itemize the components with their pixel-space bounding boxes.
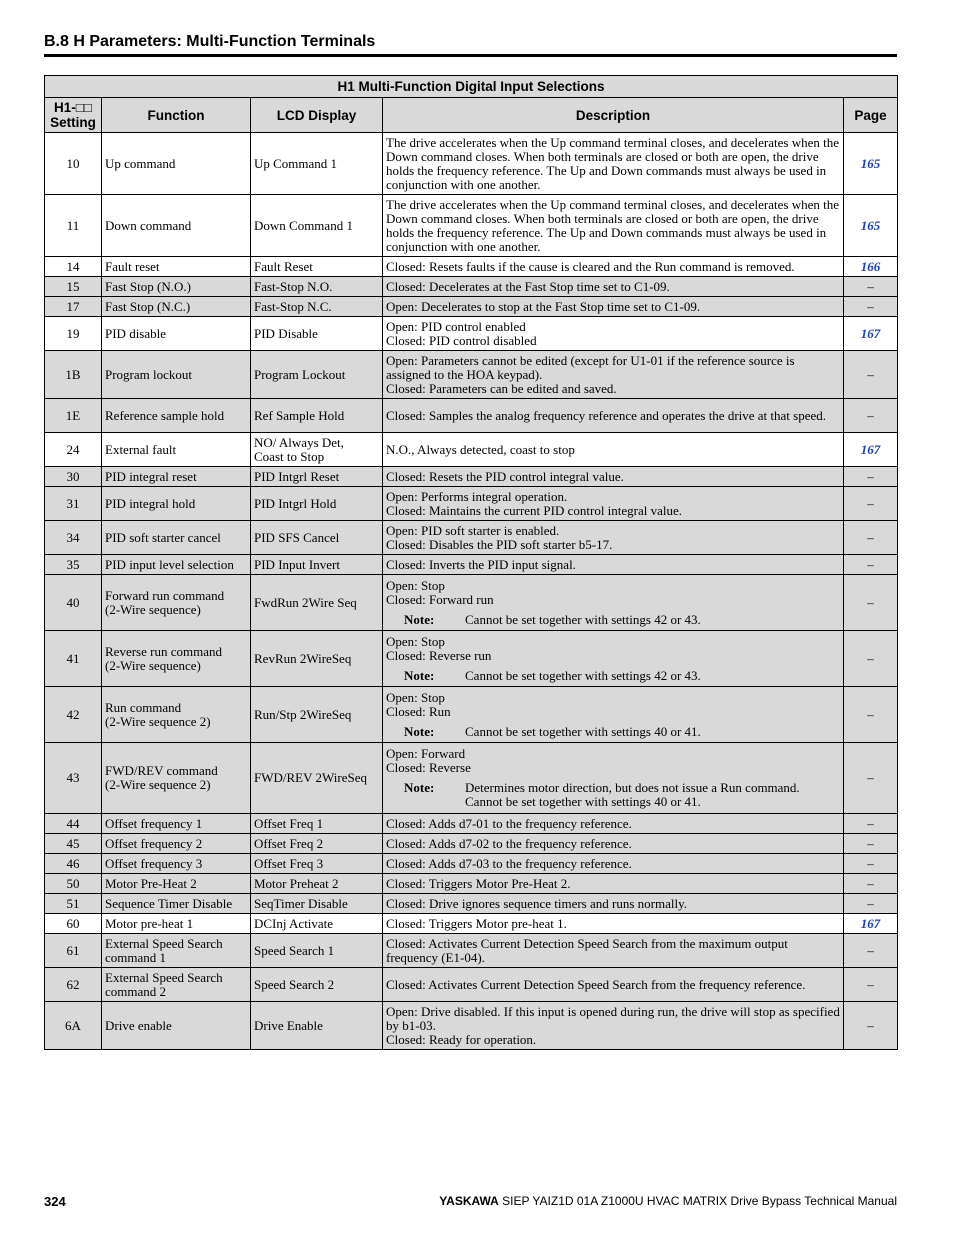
page-link[interactable]: 167 [844,914,898,934]
function-cell [102,195,251,257]
lcd-cell [251,467,383,487]
page-cell: – [844,934,898,968]
lcd-cell [251,433,383,467]
description-text: Closed: Adds d7-03 to the frequency reference. [386,855,632,871]
lcd-text: Offset Freq 1 [254,815,324,831]
lcd-text: Run/Stp 2WireSeq [254,706,352,722]
description-text: Closed: Run [386,703,451,719]
note-text: Cannot be set together with settings 42 or 43. [465,667,701,683]
page-cell: – [844,555,898,575]
function-text: Forward run command [105,587,225,603]
function-cell [102,575,251,631]
description-cell [383,968,844,1002]
description-text: Open: Decelerates to stop at the Fast Stop time set to C1-09. [386,298,701,314]
setting-cell: 41 [45,631,102,687]
lcd-text: FwdRun 2Wire Seq [254,594,357,610]
setting-cell: 14 [45,257,102,277]
setting-cell: 50 [45,874,102,894]
lcd-cell [251,521,383,555]
function-text: Offset frequency 3 [105,855,203,871]
column-header-lcd: LCD Display [251,98,383,133]
function-text: Up command [105,155,176,171]
table-row [45,257,898,277]
function-cell [102,914,251,934]
column-header-description: Description [383,98,844,133]
setting-header-line1: H1-□□ [53,100,93,115]
page-cell: – [844,687,898,743]
page-cell: – [844,874,898,894]
lcd-text: Speed Search 1 [254,942,335,958]
lcd-cell [251,687,383,743]
lcd-text: Offset Freq 2 [254,835,324,851]
page-cell: – [844,1002,898,1050]
description-text: Closed: Inverts the PID input signal. [386,556,576,572]
column-header-page: Page [844,98,898,133]
setting-cell: 17 [45,297,102,317]
function-cell [102,317,251,351]
description-text: Closed: Parameters can be edited and saved. [386,380,617,396]
setting-cell: 61 [45,934,102,968]
page-cell: – [844,814,898,834]
description-text: Closed: Disables the PID soft starter b5-17. [386,536,613,552]
lcd-text: Drive Enable [254,1017,323,1033]
description-text: Closed: Forward run [386,591,494,607]
lcd-text: Program Lockout [254,366,346,382]
lcd-text: PID Intgrl Reset [254,468,340,484]
table-row [45,133,898,195]
page-cell: – [844,399,898,433]
lcd-cell [251,277,383,297]
page-cell: – [844,894,898,914]
setting-cell: 60 [45,914,102,934]
lcd-text: Ref Sample Hold [254,407,345,423]
description-text: Closed: Resets the PID control integral value. [386,468,624,484]
column-header-function: Function [102,98,251,133]
table-row [45,687,898,743]
lcd-text: Coast to Stop [254,448,325,464]
function-text: Run command [105,699,182,715]
setting-cell: 24 [45,433,102,467]
function-cell [102,814,251,834]
table-row [45,555,898,575]
function-cell [102,433,251,467]
lcd-cell [251,133,383,195]
description-cell [383,257,844,277]
description-cell [383,297,844,317]
description-cell [383,351,844,399]
description-text: Closed: Triggers Motor pre-heat 1. [386,915,567,931]
description-cell [383,133,844,195]
page-link[interactable]: 167 [844,317,898,351]
setting-cell: 1B [45,351,102,399]
table-row [45,968,898,1002]
function-text: Fast Stop (N.C.) [105,298,191,314]
note-label: Note: [404,611,435,627]
page-cell: – [844,834,898,854]
page-cell: – [844,968,898,1002]
brand-name: YASKAWA [439,1194,499,1208]
table-row [45,814,898,834]
description-cell [383,317,844,351]
setting-cell: 15 [45,277,102,297]
lcd-cell [251,968,383,1002]
lcd-text: PID SFS Cancel [254,529,340,545]
table-row [45,399,898,433]
lcd-text: PID Disable [254,325,318,341]
lcd-text: Offset Freq 3 [254,855,324,871]
setting-cell: 34 [45,521,102,555]
note-label: Note: [404,780,435,795]
description-text: Closed: Activates Current Detection Speed Search from the maximum output frequency (E1-04). [386,935,788,965]
lcd-cell [251,631,383,687]
lcd-cell [251,934,383,968]
function-text: Reverse run command [105,643,222,659]
description-cell [383,854,844,874]
description-cell [383,687,844,743]
function-cell [102,399,251,433]
page-cell: – [844,854,898,874]
description-cell [383,399,844,433]
function-cell [102,467,251,487]
function-text: Offset frequency 1 [105,815,203,831]
lcd-cell [251,399,383,433]
note-text: Determines motor direction, but does not issue a Run command. Cannot be set together with settings 40 or 41. [465,780,800,809]
page-cell: – [844,631,898,687]
description-cell [383,894,844,914]
lcd-text: SeqTimer Disable [254,895,348,911]
lcd-cell [251,814,383,834]
lcd-text: DCInj Activate [254,915,334,931]
function-text: Down command [105,217,192,233]
description-cell [383,555,844,575]
section-title: B.8 H Parameters: Multi-Function Terminals [44,33,376,50]
description-text: Open: Stop [386,633,445,649]
description-cell [383,874,844,894]
table-row [45,894,898,914]
lcd-text: PID Intgrl Hold [254,495,337,511]
table-row [45,631,898,687]
description-text: Closed: Activates Current Detection Speed Search from the frequency reference. [386,976,806,992]
function-cell [102,351,251,399]
function-text: PID integral reset [105,468,197,484]
function-text: External fault [105,441,177,457]
description-text: Closed: Resets faults if the cause is cleared and the Run command is removed. [386,258,795,274]
note [386,725,840,739]
table-row [45,433,898,467]
table-row [45,317,898,351]
note-text: Cannot be set together with settings 42 or 43. [465,611,701,627]
table-caption: H1 Multi-Function Digital Input Selections [45,76,898,98]
setting-cell: 10 [45,133,102,195]
page-link[interactable]: 166 [844,257,898,277]
function-cell [102,277,251,297]
description-text: Closed: Adds d7-02 to the frequency reference. [386,835,632,851]
function-cell [102,687,251,743]
table-row [45,297,898,317]
lcd-cell [251,297,383,317]
description-text: Closed: Adds d7-01 to the frequency reference. [386,815,632,831]
description-cell [383,631,844,687]
setting-cell: 45 [45,834,102,854]
setting-cell: 51 [45,894,102,914]
table-row [45,934,898,968]
description-cell [383,934,844,968]
description-text: Open: Performs integral operation. [386,488,568,504]
table-row [45,277,898,297]
description-cell [383,914,844,934]
page-number: 324 [44,1194,66,1209]
function-cell [102,1002,251,1050]
function-cell [102,894,251,914]
function-text: Fault reset [105,258,160,274]
description-text: Open: PID control enabled [386,318,526,334]
description-text: Closed: Triggers Motor Pre-Heat 2. [386,875,571,891]
function-text: (2-Wire sequence) [105,657,201,673]
function-cell [102,487,251,521]
function-text: PID integral hold [105,495,196,511]
lcd-cell [251,257,383,277]
lcd-cell [251,854,383,874]
function-text: PID input level selection [105,556,234,572]
page-cell: – [844,297,898,317]
table-row [45,834,898,854]
manual-title [439,1194,897,1208]
function-text: (2-Wire sequence 2) [105,777,211,792]
note-label: Note: [404,723,435,739]
lcd-cell [251,894,383,914]
function-text: Fast Stop (N.O.) [105,278,191,294]
table-row [45,914,898,934]
description-text: The drive accelerates when the Up command terminal closes, and decelerates when the Down command closes. When both terminals are closed or both are open, the drive holds the frequency reference. The Up and Down commands must always be used in conjunction with one another. [386,196,839,254]
lcd-text: Up Command 1 [254,155,338,171]
setting-cell: 6A [45,1002,102,1050]
description-text: Open: Drive disabled. If this input is opened during run, the drive will stop as specified by b1-03. [386,1003,840,1033]
function-text: Offset frequency 2 [105,835,203,851]
function-text: Reference sample hold [105,407,225,423]
description-text: Closed: PID control disabled [386,332,537,348]
setting-cell: 46 [45,854,102,874]
function-cell [102,874,251,894]
lcd-cell [251,1002,383,1050]
lcd-cell [251,351,383,399]
page-cell: – [844,277,898,297]
page-link[interactable]: 165 [844,133,898,195]
description-cell [383,1002,844,1050]
description-cell [383,575,844,631]
description-text: Closed: Reverse [386,760,471,775]
table-row [45,854,898,874]
lcd-cell [251,195,383,257]
function-text: command 1 [105,949,167,965]
lcd-cell [251,834,383,854]
description-text: Open: PID soft starter is enabled. [386,522,560,538]
description-text: Closed: Maintains the current PID control integral value. [386,502,683,518]
lcd-text: Motor Preheat 2 [254,875,339,891]
description-text: Closed: Samples the analog frequency reference and operates the drive at that speed. [386,407,827,423]
description-text: Closed: Reverse run [386,647,492,663]
page-cell: – [844,521,898,555]
description-cell [383,521,844,555]
table-row [45,487,898,521]
description-cell [383,467,844,487]
lcd-cell [251,555,383,575]
table-row [45,521,898,555]
function-cell [102,934,251,968]
description-text: Closed: Drive ignores sequence timers and runs normally. [386,895,687,911]
page-link[interactable]: 165 [844,195,898,257]
setting-cell: 44 [45,814,102,834]
description-cell [383,834,844,854]
function-text: Motor pre-heat 1 [105,915,194,931]
setting-cell: 62 [45,968,102,1002]
table-row [45,351,898,399]
lcd-cell [251,874,383,894]
table-row [45,467,898,487]
page-link[interactable]: 167 [844,433,898,467]
description-cell [383,277,844,297]
table-row [45,1002,898,1050]
function-cell [102,743,251,814]
setting-cell: 35 [45,555,102,575]
table-row [45,575,898,631]
function-text: External Speed Search [105,935,223,951]
lcd-text: NO/ Always Det, [254,434,344,450]
setting-header-line2: Setting [50,115,96,130]
lcd-text: Fault Reset [254,258,313,274]
function-text: Motor Pre-Heat 2 [105,875,197,891]
page-cell: – [844,467,898,487]
lcd-cell [251,743,383,814]
setting-cell: 40 [45,575,102,631]
setting-cell: 31 [45,487,102,521]
page-cell: – [844,743,898,814]
header-rule [44,54,897,57]
function-text: (2-Wire sequence 2) [105,713,211,729]
description-cell [383,195,844,257]
page-cell: – [844,575,898,631]
lcd-text: Fast-Stop N.O. [254,278,333,294]
lcd-text: PID Input Invert [254,556,340,572]
description-cell [383,433,844,467]
setting-cell: 11 [45,195,102,257]
description-text: Closed: Ready for operation. [386,1031,537,1047]
setting-cell: 1E [45,399,102,433]
function-text: PID disable [105,325,167,341]
parameter-table [44,75,898,1050]
note [386,781,840,809]
note [386,669,840,683]
page-cell: – [844,487,898,521]
description-text: N.O., Always detected, coast to stop [386,441,575,457]
description-text: Open: Stop [386,689,445,705]
setting-cell: 42 [45,687,102,743]
function-cell [102,555,251,575]
function-cell [102,834,251,854]
description-text: Open: Parameters cannot be edited (except for U1-01 if the reference source is assigned to the HOA keypad). [386,352,795,382]
function-text: (2-Wire sequence) [105,601,201,617]
function-cell [102,297,251,317]
function-text: External Speed Search [105,969,223,985]
function-cell [102,631,251,687]
manual-name: SIEP YAIZ1D 01A Z1000U HVAC MATRIX Drive Bypass Technical Manual [498,1194,897,1208]
function-text: Program lockout [105,366,193,382]
lcd-text: FWD/REV 2WireSeq [254,770,367,785]
lcd-text: Down Command 1 [254,217,353,233]
lcd-text: Fast-Stop N.C. [254,298,332,314]
description-cell [383,487,844,521]
column-header-setting [45,98,102,133]
note-label: Note: [404,667,435,683]
function-text: Sequence Timer Disable [105,895,233,911]
note [386,613,840,627]
lcd-cell [251,487,383,521]
function-cell [102,133,251,195]
lcd-cell [251,575,383,631]
description-cell [383,814,844,834]
table-row [45,195,898,257]
function-cell [102,257,251,277]
setting-cell: 30 [45,467,102,487]
description-text: Open: Forward [386,746,466,761]
lcd-cell [251,914,383,934]
description-text: Open: Stop [386,577,445,593]
lcd-text: RevRun 2WireSeq [254,650,352,666]
setting-cell: 43 [45,743,102,814]
description-text: The drive accelerates when the Up command terminal closes, and decelerates when the Down command closes. When both terminals are closed or both are open, the drive holds the frequency reference. The Up and Down commands must always be used in conjunction with one another. [386,134,839,192]
function-text: PID soft starter cancel [105,529,221,545]
function-cell [102,854,251,874]
note-text: Cannot be set together with settings 40 or 41. [465,723,701,739]
function-cell [102,968,251,1002]
table-row [45,743,898,814]
page-cell: – [844,351,898,399]
setting-cell: 19 [45,317,102,351]
table-row [45,874,898,894]
function-text: command 2 [105,983,167,999]
description-cell [383,743,844,814]
description-text: Closed: Decelerates at the Fast Stop time set to C1-09. [386,278,670,294]
function-text: Drive enable [105,1017,172,1033]
function-text: FWD/REV command [105,763,218,778]
lcd-cell [251,317,383,351]
lcd-text: Speed Search 2 [254,976,335,992]
function-cell [102,521,251,555]
